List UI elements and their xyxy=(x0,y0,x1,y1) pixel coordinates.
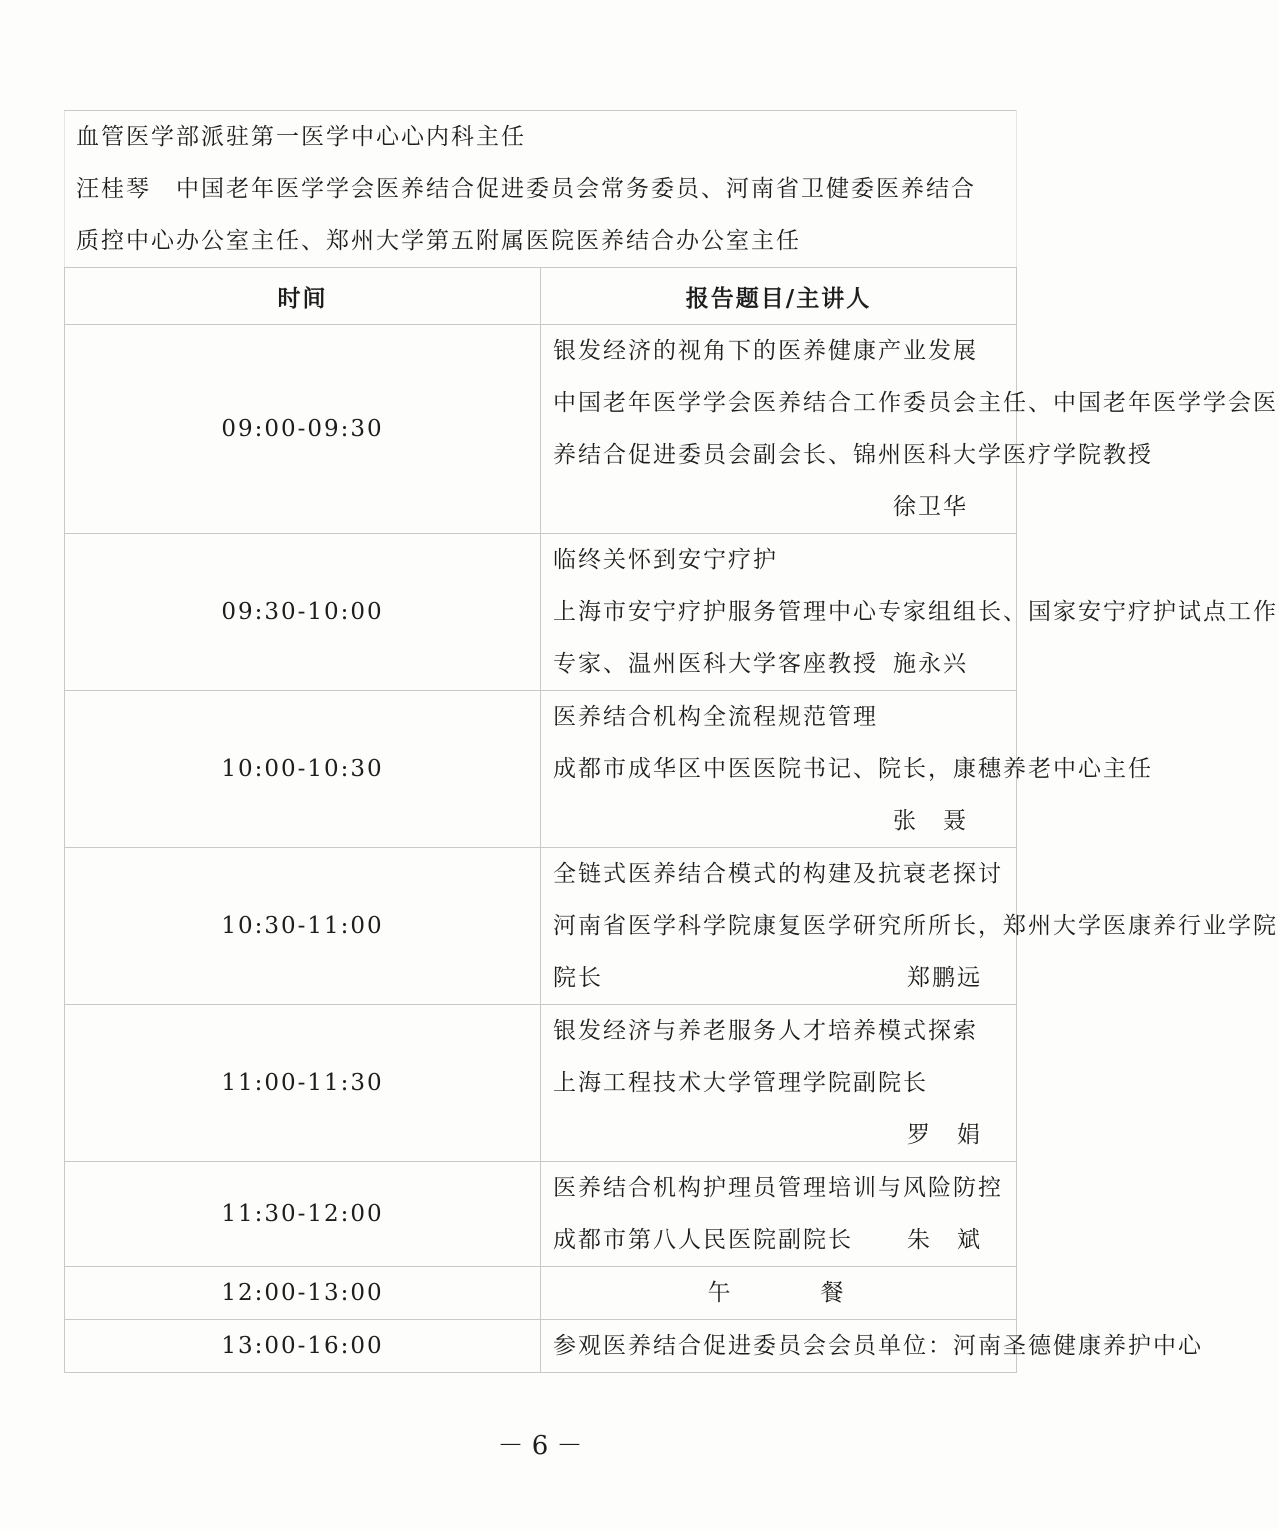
session-content xyxy=(541,325,1278,534)
schedule-table xyxy=(64,110,1278,1373)
speaker-name: 罗 娟 xyxy=(907,1122,982,1148)
table-row xyxy=(65,1267,1017,1320)
header-topic: 报告题目/主讲人 xyxy=(541,268,1017,325)
session-description: 中国老年医学学会医养结合工作委员会主任、中国老年医学学会医 xyxy=(553,390,1278,416)
intro-line: 血管医学部派驻第一医学中心心内科主任 xyxy=(76,124,526,150)
session-time: 12:00-13:00 xyxy=(65,1267,541,1320)
table-row xyxy=(65,691,1017,848)
session-topic: 参观医养结合促进委员会会员单位：河南圣德健康养护中心 xyxy=(553,1333,1203,1359)
session-time: 10:30-11:00 xyxy=(65,848,541,1005)
session-description: 专家、温州医科大学客座教授 xyxy=(553,651,878,677)
session-description-speaker-line xyxy=(553,743,1153,834)
table-row xyxy=(65,534,1017,691)
table-row xyxy=(65,325,1017,534)
lunch-label xyxy=(553,1267,1000,1319)
intro-cell xyxy=(65,111,1017,268)
page-number: － 6 － xyxy=(497,1431,583,1461)
lunch-char: 午 xyxy=(707,1280,733,1306)
session-description-speaker-line xyxy=(553,952,1000,1004)
session-description: 成都市成华区中医医院书记、院长，康穗养老中心主任 xyxy=(553,756,1153,782)
session-description: 上海市安宁疗护服务管理中心专家组组长、国家安宁疗护试点工作 xyxy=(553,599,1278,625)
table-row xyxy=(65,1162,1017,1267)
session-topic: 银发经济与养老服务人才培养模式探索 xyxy=(553,1018,978,1044)
intro-line: 质控中心办公室主任、郑州大学第五附属医院医养结合办公室主任 xyxy=(76,228,801,254)
session-description: 上海工程技术大学管理学院副院长 xyxy=(553,1070,928,1096)
session-description: 河南省医学科学院康复医学研究所所长，郑州大学医康养行业学院 xyxy=(553,913,1278,939)
session-description: 成都市第八人民医院副院长 xyxy=(553,1227,853,1253)
session-content xyxy=(541,1162,1017,1267)
speaker-name: 朱 斌 xyxy=(907,1227,982,1253)
session-content xyxy=(541,534,1278,691)
speaker-name: 施永兴 xyxy=(893,651,968,677)
header-time: 时间 xyxy=(65,268,541,325)
intro-row xyxy=(65,111,1017,268)
session-time: 09:30-10:00 xyxy=(65,534,541,691)
intro-line: 汪桂琴 中国老年医学学会医养结合促进委员会常务委员、河南省卫健委医养结合 xyxy=(76,176,976,202)
session-topic: 银发经济的视角下的医养健康产业发展 xyxy=(553,338,978,364)
lunch-char: 餐 xyxy=(820,1280,846,1306)
table-row xyxy=(65,1320,1017,1373)
speaker-name: 郑鹏远 xyxy=(907,965,982,991)
session-content xyxy=(541,848,1278,1005)
session-description-speaker-line xyxy=(553,1057,1000,1148)
table-row xyxy=(65,1005,1017,1162)
session-description: 院长 xyxy=(553,965,603,991)
table-row xyxy=(65,848,1017,1005)
session-topic: 临终关怀到安宁疗护 xyxy=(553,547,778,573)
speaker-name: 张 聂 xyxy=(893,808,968,834)
session-content xyxy=(541,1320,1203,1373)
session-description-speaker-line xyxy=(553,1214,1000,1266)
speaker-name: 徐卫华 xyxy=(893,494,968,520)
session-time: 11:00-11:30 xyxy=(65,1005,541,1162)
session-time: 11:30-12:00 xyxy=(65,1162,541,1267)
session-content xyxy=(541,1005,1017,1162)
session-time: 10:00-10:30 xyxy=(65,691,541,848)
session-description-speaker-line xyxy=(553,429,1153,520)
session-topic: 医养结合机构护理员管理培训与风险防控 xyxy=(553,1175,1003,1201)
session-content xyxy=(541,691,1153,848)
session-time: 09:00-09:30 xyxy=(65,325,541,534)
session-topic: 医养结合机构全流程规范管理 xyxy=(553,704,878,730)
session-description-speaker-line xyxy=(553,638,1000,690)
session-topic: 全链式医养结合模式的构建及抗衰老探讨 xyxy=(553,861,1003,887)
session-description: 养结合促进委员会副会长、锦州医科大学医疗学院教授 xyxy=(553,442,1153,468)
session-time: 13:00-16:00 xyxy=(65,1320,541,1373)
table-header-row xyxy=(65,268,1017,325)
lunch-cell xyxy=(541,1267,1017,1320)
